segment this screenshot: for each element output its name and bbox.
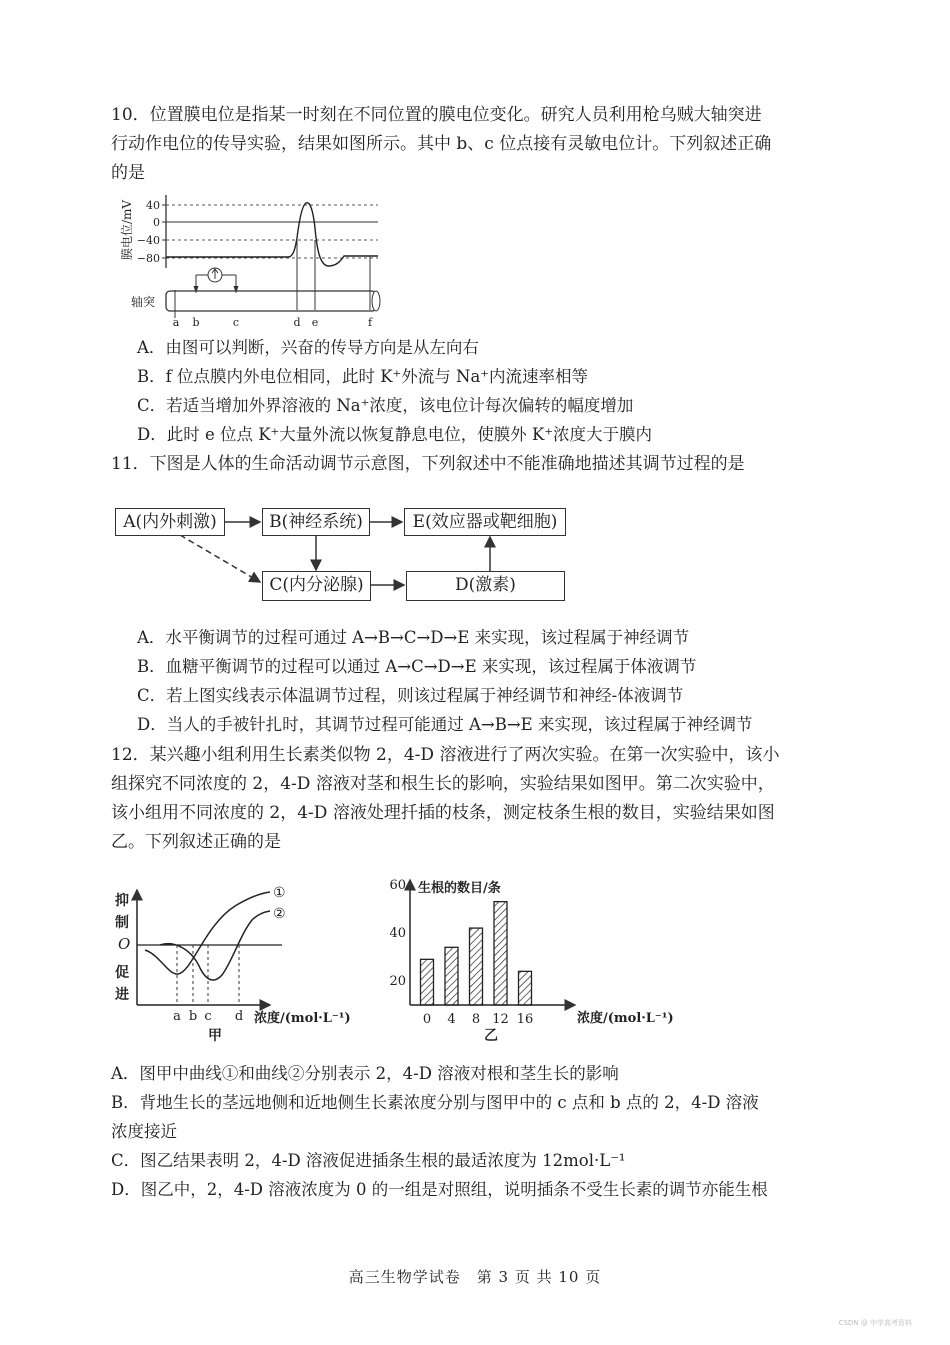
page-footer: 高三生物学试卷 第 3 页 共 10 页	[348, 1268, 602, 1286]
jia-label-promote-1: 促	[115, 965, 129, 981]
yi-xtick-16: 16	[516, 1012, 534, 1027]
q12-option-c: C．图乙结果表明 2，4-D 溶液促进插条生根的最适浓度为 12mol·L⁻¹	[111, 1151, 626, 1170]
q10-option-b: B．f 位点膜内外电位相同，此时 K⁺外流与 Na⁺内流速率相等	[137, 367, 588, 386]
point-c: c	[232, 316, 240, 329]
node-a-stimulus: A(内外刺激)	[115, 508, 225, 536]
point-b: b	[192, 316, 200, 329]
yi-bar-12	[494, 902, 507, 1005]
yi-bar-16	[519, 971, 532, 1005]
jia-point-c: c	[204, 1009, 212, 1024]
yi-x-axis-label: 浓度/(mol·L⁻¹)	[577, 1011, 674, 1026]
yi-xtick-12: 12	[492, 1012, 509, 1027]
ytick-neg40: −40	[136, 234, 160, 247]
q12-option-d: D．图乙中，2，4-D 溶液浓度为 0 的一组是对照组，说明插条不受生长素的调节亦能生根	[111, 1180, 768, 1199]
jia-origin: O	[118, 935, 131, 953]
yi-bar-8	[470, 928, 483, 1005]
jia-point-a: a	[173, 1009, 181, 1024]
q12-stem-line-3: 该小组用不同浓度的 2，4-D 溶液处理扦插的枝条，测定枝条生根的数目，实验结果如图	[111, 803, 775, 823]
point-d: d	[293, 316, 301, 329]
yi-bar-4	[445, 947, 458, 1005]
q12-option-a: A．图甲中曲线①和曲线②分别表示 2，4-D 溶液对根和茎生长的影响	[111, 1064, 619, 1083]
q10-option-d: D．此时 e 位点 K⁺大量外流以恢复静息电位，使膜外 K⁺浓度大于膜内	[137, 425, 653, 444]
q12-stem-line-2: 组探究不同浓度的 2，4-D 溶液对茎和根生长的影响，实验结果如图甲。第二次实验中，	[111, 774, 775, 794]
jia-label-promote-2: 进	[115, 987, 129, 1003]
yi-ytick-60: 60	[389, 877, 406, 893]
node-e-effector: E(效应器或靶细胞)	[404, 508, 566, 536]
jia-label-inhibit-1: 抑	[115, 893, 129, 909]
node-c-endocrine-gland: C(内分泌腺)	[262, 571, 371, 601]
curve-1-label: ①	[273, 885, 286, 901]
yi-ytick-20: 20	[389, 973, 406, 989]
yi-xtick-0: 0	[422, 1012, 432, 1027]
point-f: f	[367, 316, 373, 329]
point-e: e	[311, 316, 319, 329]
q10-stem-line-1: 10．位置膜电位是指某一时刻在不同位置的膜电位变化。研究人员利用枪乌贼大轴突进	[111, 105, 762, 125]
yi-caption: 乙	[484, 1028, 498, 1044]
ytick-neg80: −80	[136, 252, 160, 265]
watermark: CSDN @ 中学高考资料	[838, 1319, 912, 1327]
jia-point-b: b	[188, 1009, 198, 1024]
curve-2-label: ②	[273, 906, 286, 922]
yi-ytick-40: 40	[389, 925, 406, 941]
jia-label-inhibit-2: 制	[115, 915, 129, 931]
ytick-0: 0	[153, 216, 160, 229]
q10-option-a: A．由图可以判断，兴奋的传导方向是从左向右	[137, 338, 479, 357]
y-axis-label: 膜电位/mV	[120, 199, 134, 261]
q11-option-c: C．若上图实线表示体温调节过程，则该过程属于神经调节和神经-体液调节	[137, 686, 684, 705]
yi-title: 生根的数目/条	[418, 881, 501, 896]
yi-bar-0	[421, 959, 434, 1005]
node-d-hormone: D(激素)	[406, 571, 565, 601]
q12-option-b-line-2: 浓度接近	[111, 1122, 177, 1141]
yi-xtick-4: 4	[447, 1012, 456, 1027]
q11-option-d: D．当人的手被针扎时，其调节过程可能通过 A→B→E 来实现，该过程属于神经调节	[137, 715, 753, 734]
q10-option-c: C．若适当增加外界溶液的 Na⁺浓度，该电位计每次偏转的幅度增加	[137, 396, 634, 415]
ytick-40: 40	[146, 199, 160, 212]
q10-stem-line-3: 的是	[111, 163, 145, 183]
point-a: a	[172, 316, 180, 329]
q11-option-a: A．水平衡调节的过程可通过 A→B→C→D→E 来实现，该过程属于神经调节	[137, 628, 690, 647]
jia-caption: 甲	[208, 1028, 222, 1044]
q12-option-b-line-1: B．背地生长的茎远地侧和近地侧生长素浓度分别与图甲中的 c 点和 b 点的 2，4-D 溶液	[111, 1093, 759, 1112]
jia-x-axis-label: 浓度/(mol·L⁻¹)	[254, 1011, 351, 1026]
q12-stem-line-4: 乙。下列叙述正确的是	[111, 832, 281, 852]
jia-point-d: d	[234, 1009, 244, 1024]
q11-stem: 11．下图是人体的生命活动调节示意图，下列叙述中不能准确地描述其调节过程的是	[111, 454, 745, 474]
yi-xtick-8: 8	[471, 1012, 481, 1027]
node-b-nervous-system: B(神经系统)	[262, 508, 370, 536]
axon-label: 轴突	[131, 295, 156, 309]
q11-option-b: B．血糖平衡调节的过程可以通过 A→C→D→E 来实现，该过程属于体液调节	[137, 657, 697, 676]
q10-stem-line-2: 行动作电位的传导实验，结果如图所示。其中 b、c 位点接有灵敏电位计。下列叙述正确	[111, 134, 772, 154]
q12-stem-line-1: 12．某兴趣小组利用生长素类似物 2，4-D 溶液进行了两次实验。在第一次实验中，该小	[111, 745, 780, 765]
